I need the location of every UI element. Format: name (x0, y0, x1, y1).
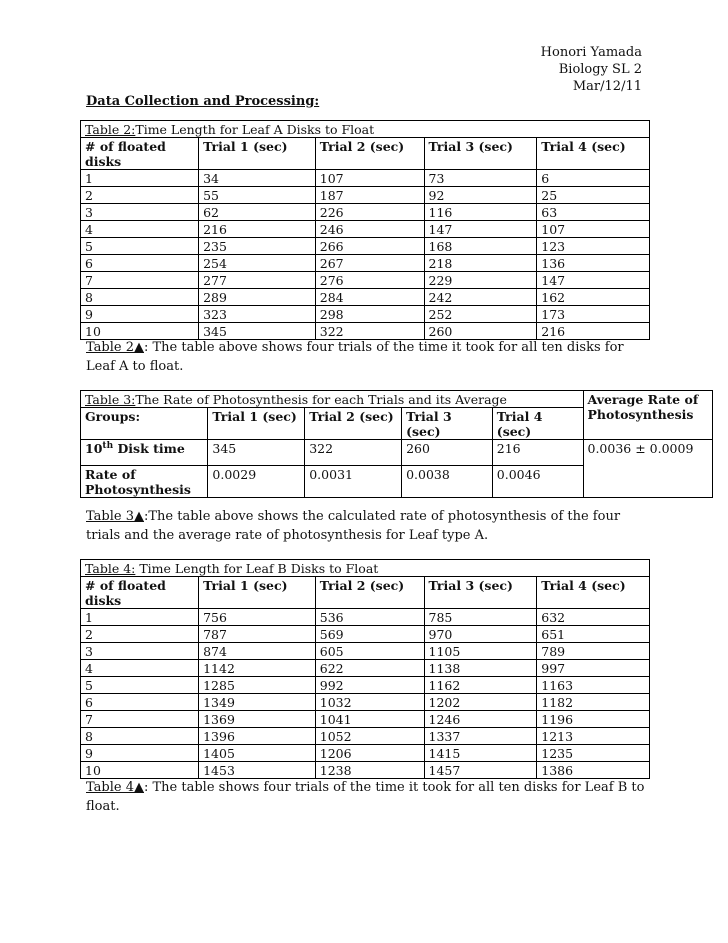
table-cell: 3 (81, 643, 199, 660)
table-cell: 2 (81, 187, 199, 204)
table-cell: 6 (537, 170, 650, 187)
table-2-body (81, 170, 650, 340)
average-rate-value: 0.0036 ± 0.0009 (583, 440, 713, 498)
table-cell: 1405 (199, 745, 316, 762)
table-cell: 1349 (199, 694, 316, 711)
table-cell: 1396 (199, 728, 316, 745)
table-cell: 322 (305, 440, 402, 466)
average-rate-header: Average Rate of Photosynthesis (583, 391, 713, 440)
table-cell: 107 (315, 170, 424, 187)
table-cell: 266 (315, 238, 424, 255)
table-cell: 1138 (424, 660, 537, 677)
table-cell: 289 (199, 289, 316, 306)
table-header-cell: Trial 4 (sec) (537, 577, 650, 609)
table-cell: 0.0046 (492, 466, 583, 498)
table-cell: 254 (199, 255, 316, 272)
table-cell: 123 (537, 238, 650, 255)
table-header-cell: Trial 1 (sec) (199, 577, 316, 609)
table-4-caption: Table 4: Time Length for Leaf B Disks to Float (81, 560, 650, 577)
table-cell: 0.0038 (402, 466, 493, 498)
table-cell: 216 (537, 323, 650, 340)
table-cell: 1235 (537, 745, 650, 762)
table-cell: 8 (81, 289, 199, 306)
table-cell: 7 (81, 711, 199, 728)
document-header (541, 44, 642, 95)
table-cell: 345 (208, 440, 305, 466)
table-cell: 168 (424, 238, 537, 255)
table-cell: 536 (315, 609, 424, 626)
table-cell: 229 (424, 272, 537, 289)
table-cell: 226 (315, 204, 424, 221)
table-row (81, 323, 650, 340)
table-2 (80, 120, 650, 340)
table-cell: 7 (81, 272, 199, 289)
table-cell: 1457 (424, 762, 537, 779)
table-cell: 1386 (537, 762, 650, 779)
table-cell: 1285 (199, 677, 316, 694)
table-row (81, 204, 650, 221)
table-header-cell: Trial 3 (sec) (424, 577, 537, 609)
table-header-cell: Trial 4 (sec) (537, 138, 650, 170)
table-cell: 0.0029 (208, 466, 305, 498)
table-cell: 1202 (424, 694, 537, 711)
table-cell: 267 (315, 255, 424, 272)
table-cell: 284 (315, 289, 424, 306)
table-cell: 277 (199, 272, 316, 289)
table-cell: 9 (81, 745, 199, 762)
table-header-cell: Trial 1 (sec) (208, 408, 305, 440)
table-4-body (81, 609, 650, 779)
table-cell: 1182 (537, 694, 650, 711)
table-cell: 147 (424, 221, 537, 238)
table-cell: 136 (537, 255, 650, 272)
table-cell: 63 (537, 204, 650, 221)
document-date: Mar/12/11 (572, 79, 642, 94)
table-cell: 1 (81, 609, 199, 626)
table-cell: 242 (424, 289, 537, 306)
table-row (81, 745, 650, 762)
table-cell: 1 (81, 170, 199, 187)
table-row (81, 728, 650, 745)
table-cell: 1041 (315, 711, 424, 728)
table-cell: 55 (199, 187, 316, 204)
table-cell: 92 (424, 187, 537, 204)
table-cell: 1337 (424, 728, 537, 745)
table-cell: 323 (199, 306, 316, 323)
table-cell: 0.0031 (305, 466, 402, 498)
table-cell: 1213 (537, 728, 650, 745)
table-cell: 216 (199, 221, 316, 238)
table-cell: 9 (81, 306, 199, 323)
table-3 (80, 390, 713, 498)
table-4-note: Table 4▲: The table shows four trials of the time it took for all ten disks for Leaf B to float. (86, 780, 645, 814)
table-cell: 173 (537, 306, 650, 323)
table-cell: 252 (424, 306, 537, 323)
table-cell: 260 (424, 323, 537, 340)
table-row (81, 170, 650, 187)
author-name: Honori Yamada (540, 45, 642, 60)
table-cell: 1105 (424, 643, 537, 660)
table-cell: 187 (315, 187, 424, 204)
table-cell: 5 (81, 677, 199, 694)
table-cell: 216 (492, 440, 583, 466)
course-name: Biology SL 2 (558, 62, 642, 77)
table-row (81, 660, 650, 677)
table-cell: 1453 (199, 762, 316, 779)
table-2-header-row (81, 138, 650, 170)
table-cell: 970 (424, 626, 537, 643)
table-cell: 1369 (199, 711, 316, 728)
table-cell: 787 (199, 626, 316, 643)
table-4-header-row (81, 577, 650, 609)
table-row (81, 187, 650, 204)
table-header-cell: Trial 3 (sec) (424, 138, 537, 170)
table-3-caption: Table 3:The Rate of Photosynthesis for each Trials and its Average (81, 391, 584, 408)
table-cell: 218 (424, 255, 537, 272)
table-2-caption: Table 2:Time Length for Leaf A Disks to Float (81, 121, 650, 138)
table-cell: 10 (81, 323, 199, 340)
table-cell: 73 (424, 170, 537, 187)
table-cell: 8 (81, 728, 199, 745)
table-row (81, 762, 650, 779)
table-2-note: Table 2▲: The table above shows four trials of the time it took for all ten disks for Leaf A to float. (86, 340, 624, 374)
table-cell: 4 (81, 660, 199, 677)
table-row (81, 677, 650, 694)
table-cell: 622 (315, 660, 424, 677)
table-cell: 1206 (315, 745, 424, 762)
table-row (81, 626, 650, 643)
table-cell: 789 (537, 643, 650, 660)
table-cell: 276 (315, 272, 424, 289)
table-header-cell: Trial 4 (sec) (492, 408, 583, 440)
disk-time-row (81, 440, 713, 466)
table-cell: 1196 (537, 711, 650, 728)
table-cell: 1162 (424, 677, 537, 694)
table-cell: 298 (315, 306, 424, 323)
table-cell: 632 (537, 609, 650, 626)
table-cell: 10 (81, 762, 199, 779)
table-header-cell: Trial 3 (sec) (402, 408, 493, 440)
table-row (81, 272, 650, 289)
table-cell: 6 (81, 255, 199, 272)
section-title: Data Collection and Processing: (86, 94, 320, 109)
table-row (81, 221, 650, 238)
table-cell: 116 (424, 204, 537, 221)
table-cell: 6 (81, 694, 199, 711)
table-row (81, 255, 650, 272)
table-cell: 107 (537, 221, 650, 238)
table-cell: 3 (81, 204, 199, 221)
table-header-cell: Trial 2 (sec) (315, 577, 424, 609)
table-4 (80, 559, 650, 779)
rate-label: Rate of Photosynthesis (81, 466, 208, 498)
table-cell: 1052 (315, 728, 424, 745)
table-cell: 1142 (199, 660, 316, 677)
table-cell: 651 (537, 626, 650, 643)
table-row (81, 306, 650, 323)
groups-label: Groups: (81, 408, 208, 440)
table-cell: 605 (315, 643, 424, 660)
table-cell: 260 (402, 440, 493, 466)
disk-time-label: 10th Disk time (81, 440, 208, 466)
table-cell: 874 (199, 643, 316, 660)
table-cell: 162 (537, 289, 650, 306)
table-header-cell: Trial 2 (sec) (305, 408, 402, 440)
table-row (81, 289, 650, 306)
table-cell: 5 (81, 238, 199, 255)
table-cell: 1032 (315, 694, 424, 711)
table-header-cell: Trial 2 (sec) (315, 138, 424, 170)
table-cell: 569 (315, 626, 424, 643)
table-cell: 4 (81, 221, 199, 238)
table-cell: 322 (315, 323, 424, 340)
table-cell: 62 (199, 204, 316, 221)
table-cell: 1415 (424, 745, 537, 762)
table-cell: 25 (537, 187, 650, 204)
table-cell: 235 (199, 238, 316, 255)
table-header-cell: Trial 1 (sec) (199, 138, 316, 170)
table-cell: 785 (424, 609, 537, 626)
table-cell: 1163 (537, 677, 650, 694)
table-cell: 997 (537, 660, 650, 677)
table-3-note: Table 3▲:The table above shows the calculated rate of photosynthesis of the four trials and the average rate of photosynthesis for Leaf type A. (86, 509, 621, 543)
table-cell: 246 (315, 221, 424, 238)
table-cell: 345 (199, 323, 316, 340)
table-cell: 34 (199, 170, 316, 187)
table-cell: 1238 (315, 762, 424, 779)
table-header-cell: # of floated disks (81, 577, 199, 609)
table-cell: 2 (81, 626, 199, 643)
table-row (81, 643, 650, 660)
table-cell: 992 (315, 677, 424, 694)
table-cell: 1246 (424, 711, 537, 728)
table-row (81, 711, 650, 728)
table-cell: 147 (537, 272, 650, 289)
table-cell: 756 (199, 609, 316, 626)
table-row (81, 609, 650, 626)
table-row (81, 694, 650, 711)
table-header-cell: # of floated disks (81, 138, 199, 170)
table-row (81, 238, 650, 255)
